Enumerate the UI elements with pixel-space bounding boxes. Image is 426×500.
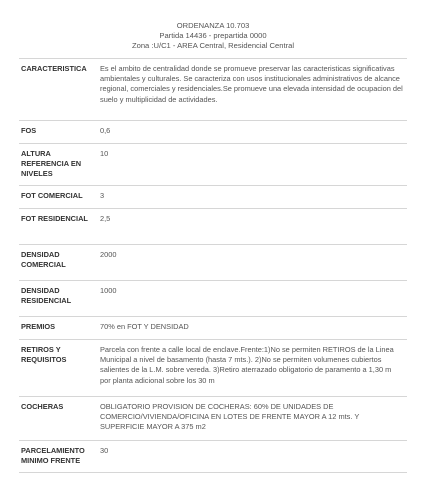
table-row [19,186,407,209]
table-row [19,340,407,397]
row-value: 10 [98,144,407,186]
row-value: 2000 [98,245,407,281]
row-value: Es el ambito de centralidad donde se promueve preservar las caracteristicas significativas ambientales y culturales. Se caracteriza con usos institucionales administrativos de alcance regional, comerciales y residenciales.Se promueve una elevada intensidad de ocupacion del suelo y multiplicidad de actividades. [98,59,407,121]
row-label: RETIROS Y REQUISITOS [19,340,98,397]
row-label: CARACTERISTICA [19,59,98,121]
row-label: COCHERAS [19,397,98,441]
row-value: 2,5 [98,209,407,245]
row-value: 70% en FOT Y DENSIDAD [98,317,407,340]
table-row [19,144,407,186]
row-label: ALTURA REFERENCIA EN NIVELES [19,144,98,186]
row-value: 0,6 [98,121,407,144]
row-label: FOT RESIDENCIAL [19,209,98,245]
table-row [19,281,407,317]
row-value: 3 [98,186,407,209]
table-row [19,59,407,121]
zoning-spec-table [19,58,407,473]
row-label: DENSIDAD RESIDENCIAL [19,281,98,317]
row-label: FOS [19,121,98,144]
row-value: 1000 [98,281,407,317]
document-header [0,0,426,58]
row-label: PARCELAMIENTO MINIMO FRENTE [19,441,98,473]
table-row [19,441,407,473]
table-row [19,209,407,245]
ordinance-title: ORDENANZA 10.703 [176,21,250,30]
table-row [19,121,407,144]
table-row [19,397,407,441]
partida-line: Partida 14436 - prepartida 0000 [159,31,267,40]
row-label: FOT COMERCIAL [19,186,98,209]
row-value: 30 [98,441,407,473]
table-row [19,245,407,281]
row-label: DENSIDAD COMERCIAL [19,245,98,281]
row-value: OBLIGATORIO PROVISION DE COCHERAS: 60% DE UNIDADES DE COMERCIO/VIVIENDA/OFICINA EN LOTES DE FRENTE MAYOR A 12 mts. Y SUPERFICIE MAYOR A 375 m2 [98,397,407,441]
row-label: PREMIOS [19,317,98,340]
zona-line: Zona :U/C1 - AREA Central, Residencial Central [131,41,295,50]
table-row [19,317,407,340]
row-value: Parcela con frente a calle local de enclave.Frente:1)No se permiten RETIROS de la Linea Municipal a nivel de basamento (hasta 7 mts.). 2)No se permiten volumenes cubiertos salientes de la L.M. sobre vereda. 3)Retiro aterrazado obligatorio de paramento a 1,30 m por planta adicional sobre los 30 m [98,340,407,397]
